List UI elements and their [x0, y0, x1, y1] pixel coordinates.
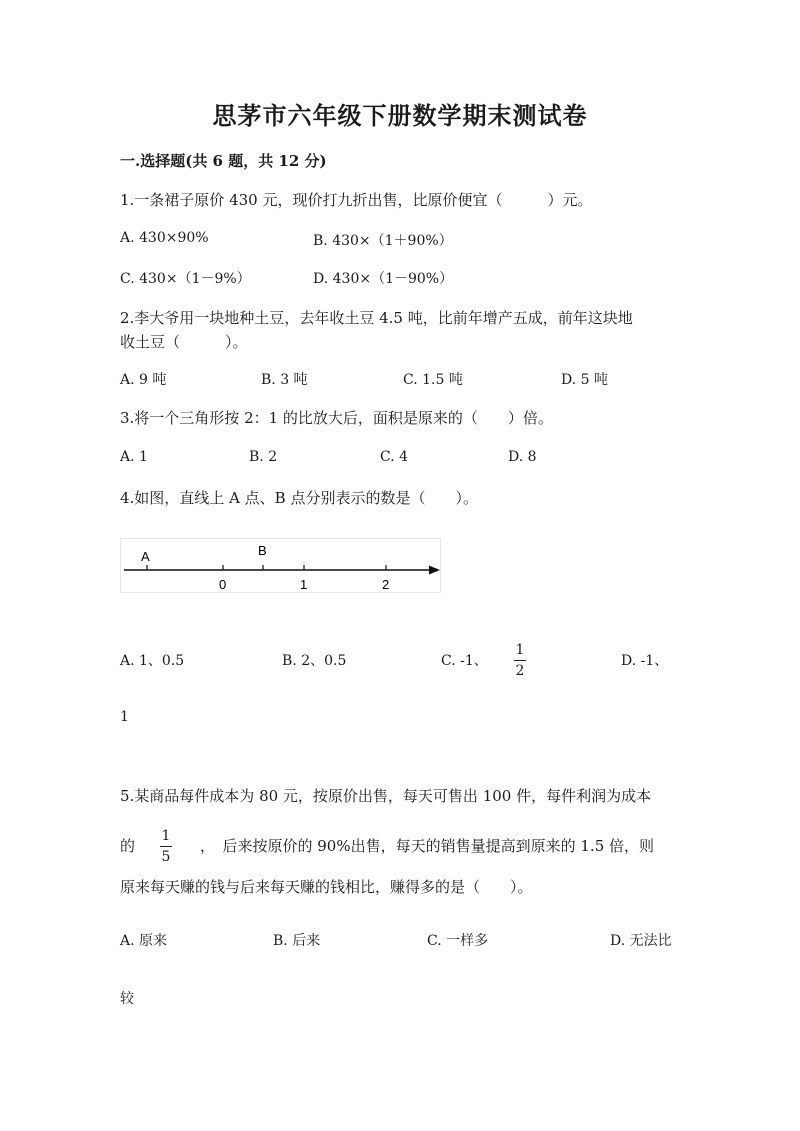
q1-option-d: D. 430×（1－90%）	[313, 271, 454, 287]
q2-option-c: C. 1.5 吨	[403, 372, 463, 388]
number-line-figure	[120, 538, 450, 596]
question-2-stem-line1: 2.李大爷用一块地种土豆，去年收土豆 4.5 吨，比前年增产五成，前年这块地	[120, 309, 633, 327]
q5-option-d-wrap: 较	[120, 991, 134, 1007]
q3-option-c: C. 4	[380, 449, 409, 465]
fraction-numerator: 1	[515, 642, 525, 658]
q2-option-a: A. 9 吨	[120, 372, 167, 388]
arrow-head-icon	[429, 566, 440, 575]
q5-option-d: D. 无法比	[610, 933, 672, 949]
question-5-stem-line2-pre: 的	[120, 837, 136, 855]
q1-option-c: C. 430×（1－9%）	[120, 271, 251, 287]
question-2-stem-line2: 收土豆（ ）。	[120, 333, 248, 351]
q4-option-d-wrap: 1	[120, 709, 129, 725]
q3-option-a: A. 1	[120, 449, 148, 465]
q5-option-a: A. 原来	[120, 933, 168, 949]
q3-option-d: D. 8	[508, 449, 537, 465]
fraction-bar	[514, 660, 526, 661]
q4-option-b: B. 2、0.5	[282, 653, 347, 669]
question-5-stem-line3: 原来每天赚的钱与后来每天赚的钱相比，赚得多的是（ ）。	[120, 878, 533, 896]
question-3-stem: 3.将一个三角形按 2：1 的比放大后，面积是原来的（ ）倍。	[120, 409, 553, 427]
q4-option-c: C. -1、	[441, 653, 488, 669]
fraction-numerator: 1	[161, 828, 171, 844]
q5-stem-fraction	[160, 828, 172, 865]
tick-label-1: 1	[300, 577, 308, 592]
point-a-label: A	[141, 549, 150, 564]
question-5-stem-line1: 5.某商品每件成本为 80 元，按原价出售，每天可售出 100 件，每件利润为成本	[120, 787, 652, 805]
point-b-label: B	[258, 543, 267, 558]
q4-option-a: A. 1、0.5	[120, 653, 185, 669]
section-heading: 一.选择题(共 6 题，共 12 分)	[120, 152, 327, 170]
q2-option-d: D. 5 吨	[561, 372, 608, 388]
question-5-stem-line2-post: ， 后来按原价的 90%出售，每天的销售量提高到原来的 1.5 倍，则	[200, 837, 655, 855]
q2-option-b: B. 3 吨	[261, 372, 308, 388]
tick-label-2: 2	[382, 577, 390, 592]
q1-option-a: A. 430×90%	[120, 230, 209, 246]
fraction-denominator: 5	[161, 849, 171, 865]
tick-label-0: 0	[219, 577, 227, 592]
q4-option-d: D. -1、	[621, 653, 669, 669]
q1-option-b: B. 430×（1＋90%）	[313, 233, 453, 249]
q5-option-b: B. 后来	[273, 933, 321, 949]
page-title: 思茅市六年级下册数学期末测试卷	[212, 101, 588, 130]
question-4-stem: 4.如图，直线上 A 点、B 点分别表示的数是（ ）。	[120, 489, 478, 507]
q3-option-b: B. 2	[249, 449, 278, 465]
fraction-bar	[160, 846, 172, 847]
fraction-denominator: 2	[515, 663, 525, 679]
figure-frame	[121, 539, 441, 593]
q5-option-c: C. 一样多	[427, 933, 489, 949]
question-1-stem: 1.一条裙子原价 430 元，现价打九折出售，比原价便宜（ ）元。	[120, 191, 593, 209]
q4-option-c-fraction	[514, 642, 526, 679]
